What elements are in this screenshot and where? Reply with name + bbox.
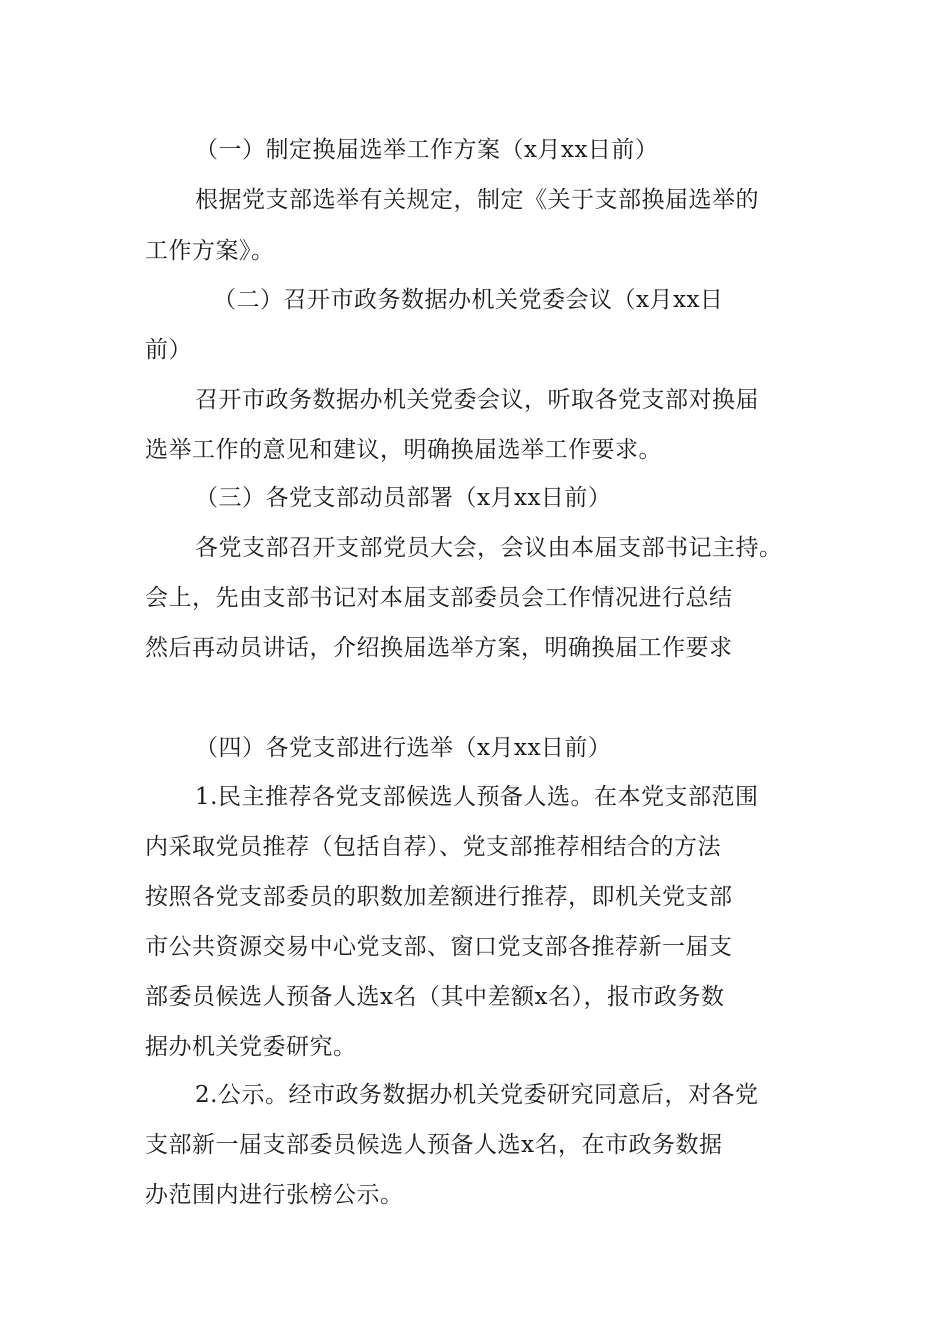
paragraph-line: 市公共资源交易中心党支部、窗口党支部各推荐新一届支 <box>145 934 733 960</box>
paragraph-line: 选举工作的意见和建议，明确换届选举工作要求。 <box>145 437 662 463</box>
paragraph-line: 办范围内进行张榜公示。 <box>145 1182 404 1208</box>
paragraph-line: 根据党支部选举有关规定，制定《关于支部换届选举的 <box>195 187 759 213</box>
paragraph-line: 内采取党员推荐（包括自荐）、党支部推荐相结合的方法 <box>145 834 721 860</box>
paragraph-line: 工作方案》。 <box>145 238 275 264</box>
paragraph-line: 1.民主推荐各党支部候选人预备人选。在本党支部范围 <box>195 784 759 810</box>
paragraph-line: 然后再动员讲话，介绍换届选举方案，明确换届工作要求 <box>145 635 733 661</box>
heading-3: （三）各党支部动员部署（x月xx日前） <box>195 485 612 511</box>
heading-1: （一）制定换届选举工作方案（x月xx日前） <box>195 137 659 163</box>
heading-2: （二）召开市政务数据办机关党委会议（x月xx日 <box>213 287 724 313</box>
paragraph-line: 2.公示。经市政务数据办机关党委研究同意后，对各党 <box>195 1082 759 1108</box>
paragraph-line: 各党支部召开支部党员大会，会议由本届支部书记主持。 <box>195 535 783 561</box>
paragraph-line: 召开市政务数据办机关党委会议，听取各党支部对换届 <box>195 387 759 413</box>
paragraph-line: 据办机关党委研究。 <box>145 1034 357 1060</box>
heading-2-cont: 前） <box>145 337 192 363</box>
paragraph-line: 部委员候选人预备人选x名（其中差额x名），报市政务数 <box>145 984 725 1010</box>
paragraph-line: 会上，先由支部书记对本届支部委员会工作情况进行总结 <box>145 585 733 611</box>
paragraph-line: 按照各党支部委员的职数加差额进行推荐，即机关党支部 <box>145 884 733 910</box>
paragraph-line: 支部新一届支部委员候选人预备人选x名，在市政务数据 <box>145 1132 723 1158</box>
heading-4: （四）各党支部进行选举（x月xx日前） <box>195 735 612 761</box>
